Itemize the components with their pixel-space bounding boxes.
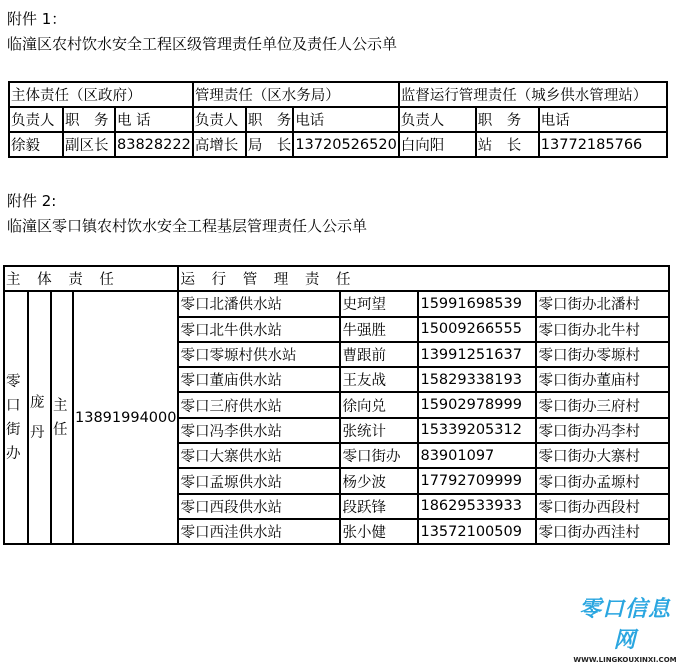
- station-name: 零口孟塬供水站: [178, 468, 340, 493]
- station-name: 零口西洼供水站: [178, 519, 340, 544]
- table-row: [9, 107, 667, 132]
- manager-phone: 13991251637: [418, 342, 536, 367]
- manager-phone: 15339205312: [418, 418, 536, 443]
- manager-name: 张小健: [340, 519, 418, 544]
- village: 零口街办北潘村: [536, 291, 669, 316]
- manager-name: 曹跟前: [340, 342, 418, 367]
- manager-name: 零口街办: [340, 443, 418, 468]
- attachment-1-title: 临潼区农村饮水安全工程区级管理责任单位及责任人公示单: [7, 35, 398, 53]
- table-cell: 副区长: [63, 132, 115, 157]
- station-name: 零口董庙供水站: [178, 367, 340, 392]
- village: 零口街办零塬村: [536, 342, 669, 367]
- manager-phone: 83901097: [418, 443, 536, 468]
- column-header: 职 务: [246, 107, 294, 132]
- person-cell: 庞丹: [28, 291, 51, 544]
- phone-cell: 13891994000: [73, 291, 178, 544]
- table-cell: 13772185766: [539, 132, 667, 157]
- table-cell: 徐毅: [9, 132, 63, 157]
- position-cell: 主任: [51, 291, 73, 544]
- station-name: 零口三府供水站: [178, 392, 340, 417]
- manager-name: 史珂望: [340, 291, 418, 316]
- village: 零口街办西段村: [536, 494, 669, 519]
- station-name: 零口大寨供水站: [178, 443, 340, 468]
- attachment-1-label: 附件 1：: [7, 10, 67, 28]
- manager-phone: 15902978999: [418, 392, 536, 417]
- watermark-logo: [568, 592, 682, 664]
- manager-name: 牛强胜: [340, 317, 418, 342]
- table-cell: 白向阳: [399, 132, 476, 157]
- table-row: [4, 291, 669, 316]
- manager-phone: 18629533933: [418, 494, 536, 519]
- table-row: [4, 266, 669, 291]
- table-cell: 83828222: [115, 132, 193, 157]
- watermark-name: 零口信息网: [578, 596, 671, 653]
- manager-name: 杨少波: [340, 468, 418, 493]
- station-name: 零口北牛供水站: [178, 317, 340, 342]
- column-header: 职 务: [476, 107, 539, 132]
- column-header: 负责人: [9, 107, 63, 132]
- unit-cell: 零口街办: [4, 291, 28, 544]
- village: 零口街办董庙村: [536, 367, 669, 392]
- manager-name: 段跃锋: [340, 494, 418, 519]
- village: 零口街办三府村: [536, 392, 669, 417]
- manager-name: 张统计: [340, 418, 418, 443]
- station-name: 零口零塬村供水站: [178, 342, 340, 367]
- manager-phone: 15829338193: [418, 367, 536, 392]
- village: 零口街办孟塬村: [536, 468, 669, 493]
- station-name: 零口冯李供水站: [178, 418, 340, 443]
- table-cell: 高增长: [193, 132, 246, 157]
- header-main-responsibility: 主 体 责 任: [4, 266, 178, 291]
- village: 零口街办冯李村: [536, 418, 669, 443]
- town-responsibility-table: [3, 265, 670, 545]
- station-name: 零口西段供水站: [178, 494, 340, 519]
- village: 零口街办北牛村: [536, 317, 669, 342]
- manager-phone: 13572100509: [418, 519, 536, 544]
- table-cell: 13720526520: [293, 132, 398, 157]
- attachment-2-title: 临潼区零口镇农村饮水安全工程基层管理责任人公示单: [7, 217, 368, 235]
- column-header: 负责人: [193, 107, 246, 132]
- station-name: 零口北潘供水站: [178, 291, 340, 316]
- table-row: [9, 132, 667, 157]
- manager-phone: 15009266555: [418, 317, 536, 342]
- group-header: 管理责任（区水务局）: [193, 82, 399, 107]
- manager-phone: 17792709999: [418, 468, 536, 493]
- district-responsibility-table: [8, 81, 668, 158]
- column-header: 电 话: [115, 107, 193, 132]
- group-header: 主体责任（区政府）: [9, 82, 193, 107]
- village: 零口街办大寨村: [536, 443, 669, 468]
- header-operation-responsibility: 运 行 管 理 责 任: [178, 266, 669, 291]
- attachment-2-label: 附件 2:: [7, 192, 57, 210]
- watermark-url: WWW.LINGKOUXINXI.COM: [573, 656, 677, 664]
- table-cell: 站 长: [476, 132, 539, 157]
- column-header: 职 务: [63, 107, 115, 132]
- table-row: [9, 82, 667, 107]
- manager-name: 徐向兑: [340, 392, 418, 417]
- column-header: 负责人: [399, 107, 476, 132]
- group-header: 监督运行管理责任（城乡供水管理站）: [399, 82, 667, 107]
- manager-name: 王友战: [340, 367, 418, 392]
- column-header: 电话: [539, 107, 667, 132]
- column-header: 电话: [293, 107, 398, 132]
- village: 零口街办西洼村: [536, 519, 669, 544]
- manager-phone: 15991698539: [418, 291, 536, 316]
- table-cell: 局 长: [246, 132, 294, 157]
